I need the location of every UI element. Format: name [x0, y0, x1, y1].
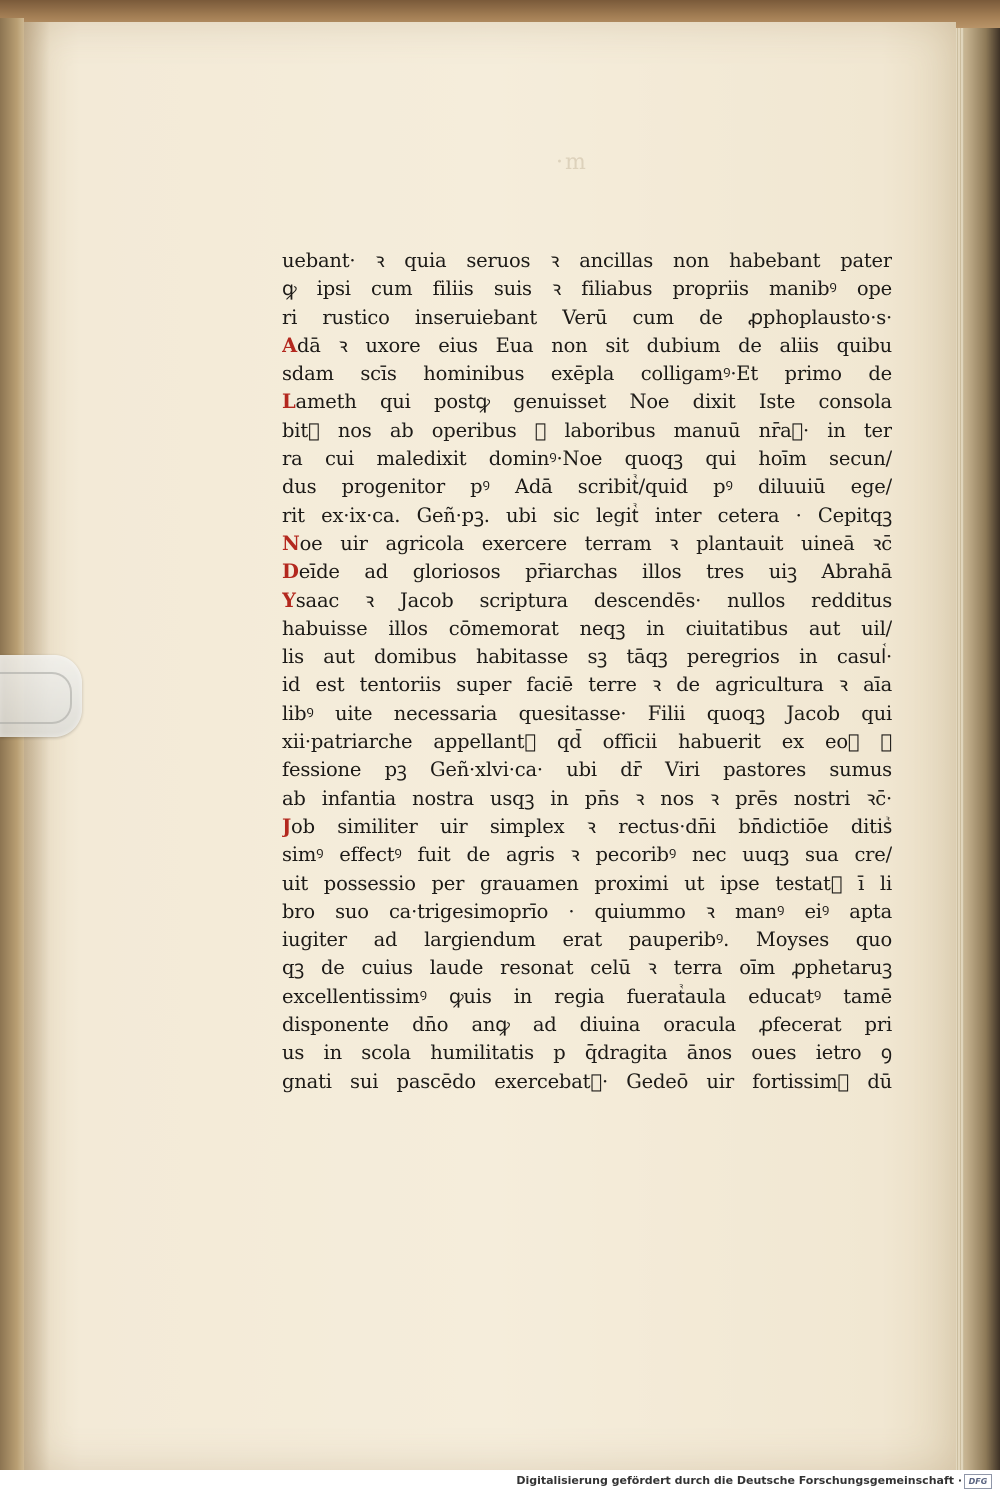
line-text: iugiter ad largiendum erat pauperibꝰ. Moyses quo [282, 928, 892, 952]
page-gutter-shadow [24, 22, 50, 1470]
text-line [282, 473, 892, 501]
text-line [282, 756, 892, 784]
rubricated-initial: A [282, 333, 297, 357]
rubricated-initial: L [282, 390, 296, 414]
printed-text-block [282, 247, 892, 1096]
text-line [282, 1068, 892, 1096]
text-line [282, 954, 892, 982]
line-text: bitᷣ nos ab operibus ꝛ laboribus manuū nr̄aꝝ· in ter [282, 418, 892, 442]
dfg-logo: DFG [964, 1474, 992, 1489]
line-text: bro suo ca·trigesimoprīo · quiummo ꝛ manꝰ eiꝰ apta [282, 899, 892, 923]
line-text: oe uir agricola exercere terram ꝛ plantauit uineā ꝛc̄ [299, 531, 892, 555]
line-text: id est tentoriis super faciē terre ꝛ de agricultura ꝛ aīa [282, 673, 892, 697]
text-line [282, 530, 892, 558]
line-text: ameth qui postꝙ genuisset Noe dixit Iste consola [295, 390, 892, 414]
text-line [282, 304, 892, 332]
line-text: dā ꝛ uxore eius Eua non sit dubium de aliis quibu [296, 333, 892, 357]
text-line [282, 502, 892, 530]
text-line [282, 870, 892, 898]
rubricated-initial: Y [282, 588, 296, 612]
line-text: uit possessio per grauamen proximi ut ipse testatᷣ ī li [282, 871, 892, 895]
text-line [282, 841, 892, 869]
text-line [282, 1011, 892, 1039]
text-line [282, 247, 892, 275]
text-line [282, 388, 892, 416]
text-line [282, 728, 892, 756]
text-line [282, 926, 892, 954]
text-line [282, 898, 892, 926]
text-line [282, 615, 892, 643]
line-text: habuisse illos cōmemorat neqꝫ in ciuitatibus aut uil/ [282, 616, 892, 640]
line-text: ra cui maledixit dominꝰ·Noe quoqꝫ qui hoīm secun/ [282, 447, 892, 471]
rubricated-initial: D [282, 560, 299, 584]
text-line [282, 587, 892, 615]
rubricated-initial: J [282, 814, 292, 838]
line-text: fessione pꝫ Geñ·xlvi·ca· ubi dr̄ Viri pastores sumus [282, 758, 892, 782]
line-text: ri rustico inseruiebant Verū cum de ꝓphoplausto·s· [282, 305, 892, 329]
text-line [282, 417, 892, 445]
text-line [282, 558, 892, 586]
text-line [282, 275, 892, 303]
rubricated-initial: N [282, 531, 300, 555]
line-text: us in scola humilitatis p q̄dragita ānos oues ietro ꝯ [282, 1041, 892, 1065]
line-text: uebant· ꝛ quia seruos ꝛ ancillas non habebant pater [282, 249, 892, 272]
line-text: simꝰ effectꝰ fuit de agris ꝛ pecoribꝰ nec uuqꝫ sua cre/ [282, 843, 892, 867]
text-line [282, 332, 892, 360]
line-text: xii·patriarche appellantᷣ qd̄ officii habuerit ex eoꝝ ꝯ [282, 730, 892, 754]
text-line [282, 445, 892, 473]
line-text: eīde ad gloriosos pr̄iarchas illos tres uiꝫ Abrahā [298, 560, 892, 584]
line-text: saac ꝛ Jacob scriptura descendēs· nullos redditus [295, 588, 892, 612]
text-line [282, 813, 892, 841]
text-line [282, 360, 892, 388]
bookmark-clip-inner [0, 672, 72, 724]
line-text: disponente dn̄o anꝙ ad diuina oracula ꝓfecerat pri [282, 1013, 892, 1037]
text-line [282, 1039, 892, 1067]
line-text: libꝰ uite necessaria quesitasse· Filii quoqꝫ Jacob qui [282, 701, 892, 725]
book-cover-board [0, 18, 24, 1470]
show-through-mark: ·m [556, 150, 588, 175]
line-text: gnati sui pascēdo exercebatᷣ· Gedeō uir fortissimꝰ dū [282, 1069, 892, 1093]
line-text: dus progenitor pꝰ Adā scribitᷣ/quid pꝰ diluuiū ege/ [282, 475, 892, 499]
text-line [282, 643, 892, 671]
line-text: ab infantia nostra usqꝫ in pn̄s ꝛ nos ꝛ prēs nostri ꝛc̄· [282, 786, 892, 810]
text-line [282, 785, 892, 813]
line-text: sdam scīs hominibus exēpla colligamꝰ·Et primo de [282, 362, 892, 386]
line-text: rit ex·ix·ca. Geñ·pꝫ. ubi sic legitᷣ inter cetera · Cepitqꝫ [282, 503, 892, 527]
text-line [282, 671, 892, 699]
text-line [282, 700, 892, 728]
text-line [282, 983, 892, 1011]
funding-credit: Digitalisierung gefördert durch die Deutsche Forschungsgemeinschaft · [516, 1474, 962, 1487]
line-text: ob similiter uir simplex ꝛ rectus·dn̄i bn̄dictiōe ditisᷣ [291, 814, 892, 838]
line-text: lis aut domibus habitasse sꝫ tāqꝫ peregrios in casulᷣ· [282, 645, 892, 669]
line-text: qꝫ de cuius laude resonat celū ꝛ terra oīm ꝓphetaruꝫ [282, 956, 892, 980]
line-text: ꝙ ipsi cum filiis suis ꝛ filiabus propriis manibꝰ ope [282, 277, 892, 301]
line-text: excellentissimꝰ ꝙuis in regia fueratᷣaula educatꝰ tamē [282, 984, 892, 1008]
